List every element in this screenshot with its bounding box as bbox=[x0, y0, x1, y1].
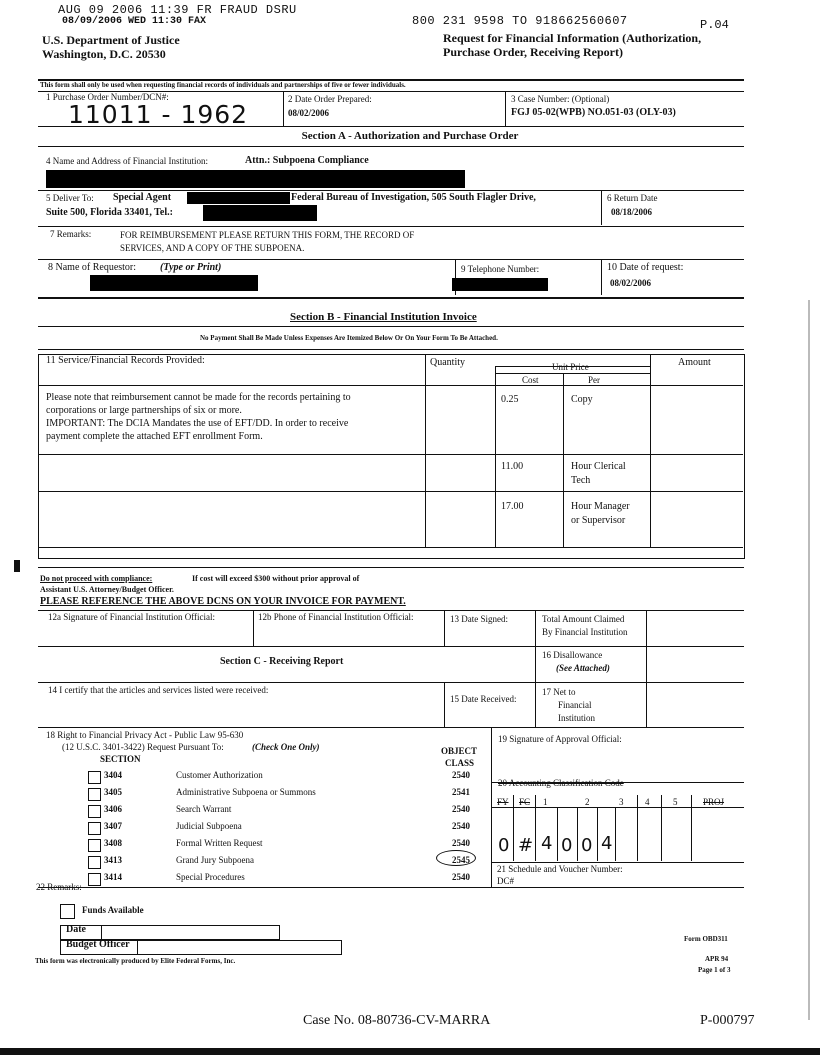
divider bbox=[597, 807, 598, 861]
privacy-code: 3414 bbox=[104, 872, 122, 882]
rule bbox=[38, 126, 744, 127]
agency-address: Washington, D.C. 20530 bbox=[42, 47, 166, 61]
field-19: 19 Signature of Approval Official: bbox=[498, 734, 622, 744]
redaction-agent-name bbox=[187, 192, 290, 204]
privacy-code: 3404 bbox=[104, 770, 122, 780]
divider bbox=[557, 807, 558, 861]
total-claimed-1: Total Amount Claimed bbox=[542, 614, 625, 624]
divider bbox=[495, 366, 496, 547]
handwritten-circle bbox=[436, 850, 476, 866]
budget-officer-label: Budget Officer bbox=[66, 939, 130, 950]
agency-name: U.S. Department of Justice bbox=[42, 33, 180, 47]
fax-page-number: P.04 bbox=[700, 18, 729, 32]
row2-cost: 11.00 bbox=[501, 461, 524, 472]
form-page: Page 1 of 3 bbox=[698, 966, 731, 974]
acct-col-3: 3 bbox=[619, 797, 624, 807]
scan-mark bbox=[14, 560, 20, 572]
acct-col-proj: PROJ bbox=[703, 797, 725, 807]
row3-per2: or Supervisor bbox=[571, 515, 626, 526]
redaction-institution-address bbox=[46, 170, 465, 188]
acct-hand-5: 0 bbox=[581, 835, 593, 856]
privacy-class: 2540 bbox=[452, 821, 470, 831]
checkbox-3407[interactable] bbox=[88, 822, 101, 835]
warning-line1: If cost will exceed $300 without prior approval of bbox=[192, 574, 360, 583]
row3-cost: 17.00 bbox=[501, 501, 524, 512]
checkbox-3408[interactable] bbox=[88, 839, 101, 852]
acct-hand-6: 4 bbox=[601, 833, 613, 854]
section-a-title: Section A - Authorization and Purchase Order bbox=[301, 130, 519, 142]
field-7-label: 7 Remarks: bbox=[50, 229, 92, 239]
form-title-line2: Purchase Order, Receiving Report) bbox=[443, 45, 623, 59]
privacy-desc: Search Warrant bbox=[176, 804, 232, 814]
acct-col-2: 2 bbox=[585, 797, 590, 807]
field-10-value: 08/02/2006 bbox=[610, 278, 652, 288]
divider bbox=[283, 92, 284, 126]
field-17-3: Institution bbox=[558, 713, 596, 723]
field-3-value: FGJ 05-02(WPB) NO.051-03 (OLY-03) bbox=[511, 107, 676, 118]
fax-header-line1: AUG 09 2006 11:39 FR FRAUD DSRU bbox=[58, 3, 297, 17]
fax-header-numbers: 800 231 9598 TO 918662560607 bbox=[412, 14, 628, 28]
field-1-label: 1 Purchase Order Number/DCN#: bbox=[46, 92, 169, 102]
warning-title: Do not proceed with compliance: bbox=[40, 574, 153, 583]
divider bbox=[535, 795, 536, 861]
note-line2: corporations or large partnerships of six or more. bbox=[46, 405, 242, 416]
col-quantity: Quantity bbox=[430, 357, 465, 368]
col-amount: Amount bbox=[678, 357, 711, 368]
divider bbox=[577, 807, 578, 861]
fax-header-line2: 08/09/2006 WED 11:30 FAX bbox=[62, 16, 207, 27]
rule bbox=[38, 727, 744, 728]
privacy-code: 3407 bbox=[104, 821, 122, 831]
privacy-desc: Customer Authorization bbox=[176, 770, 263, 780]
divider bbox=[601, 190, 602, 225]
note-line1: Please note that reimbursement cannot be made for the records pertaining to bbox=[46, 392, 351, 403]
acct-hand-1: 0 bbox=[498, 835, 510, 856]
field-4-label: 4 Name and Address of Financial Institution: bbox=[46, 156, 208, 166]
privacy-desc: Grand Jury Subpoena bbox=[176, 855, 254, 865]
divider bbox=[637, 795, 638, 861]
privacy-desc: Special Procedures bbox=[176, 872, 245, 882]
divider bbox=[650, 354, 651, 547]
acct-col-1: 1 bbox=[543, 797, 548, 807]
privacy-class: 2540 bbox=[452, 838, 470, 848]
privacy-class: 2540 bbox=[452, 872, 470, 882]
rule bbox=[491, 862, 744, 863]
col-unit-price: Unit Price bbox=[552, 362, 589, 372]
checkbox-3406[interactable] bbox=[88, 805, 101, 818]
field-2-value: 08/02/2006 bbox=[288, 108, 330, 118]
rule bbox=[38, 146, 744, 147]
rule bbox=[38, 259, 744, 260]
rule bbox=[38, 547, 743, 548]
field-8-label: 8 Name of Requestor: bbox=[48, 262, 137, 273]
section-b-title: Section B - Financial Institution Invoice bbox=[290, 311, 477, 323]
checkbox-3413[interactable] bbox=[88, 856, 101, 869]
divider bbox=[425, 354, 426, 547]
divider bbox=[535, 610, 536, 648]
privacy-class: 2540 bbox=[452, 804, 470, 814]
field-5-address: Federal Bureau of Investigation, 505 South Flagler Drive, bbox=[291, 192, 536, 203]
redaction-telephone bbox=[452, 278, 548, 291]
acct-hand-4: 0 bbox=[561, 835, 573, 856]
privacy-code: 3405 bbox=[104, 787, 122, 797]
rule bbox=[495, 366, 650, 367]
rule bbox=[38, 297, 744, 299]
field-5-label: 5 Deliver To: bbox=[46, 193, 94, 203]
privacy-object-hdr1: OBJECT bbox=[441, 746, 478, 756]
date-field[interactable] bbox=[60, 925, 280, 940]
row2-per: Hour Clerical bbox=[571, 461, 626, 472]
divider bbox=[615, 807, 616, 861]
rule bbox=[495, 373, 650, 374]
field-3-label: 3 Case Number: (Optional) bbox=[511, 94, 610, 104]
privacy-code: 3408 bbox=[104, 838, 122, 848]
field-21-2: DC# bbox=[497, 876, 515, 886]
bates-number: P-000797 bbox=[700, 1013, 755, 1028]
divider bbox=[444, 682, 445, 727]
privacy-desc: Administrative Subpoena or Summons bbox=[176, 787, 316, 797]
acct-col-4: 4 bbox=[645, 797, 650, 807]
rule bbox=[38, 454, 743, 455]
accounting-grid bbox=[491, 795, 744, 863]
privacy-code: 3406 bbox=[104, 804, 122, 814]
field-4-value: Attn.: Subpoena Compliance bbox=[245, 155, 369, 166]
privacy-desc: Formal Written Request bbox=[176, 838, 263, 848]
funds-available-label: Funds Available bbox=[82, 905, 144, 915]
field-10-label: 10 Date of request: bbox=[607, 262, 684, 273]
privacy-object-hdr2: CLASS bbox=[445, 758, 475, 768]
fax-bottom-edge bbox=[0, 1048, 820, 1055]
rule bbox=[38, 491, 743, 492]
field-6-label: 6 Return Date bbox=[607, 193, 658, 203]
divider bbox=[253, 610, 254, 646]
privacy-line2a: (12 U.S.C. 3401-3422) Request Pursuant To: bbox=[62, 742, 224, 752]
divider bbox=[101, 925, 102, 940]
rule bbox=[491, 807, 744, 808]
privacy-line2b: (Check One Only) bbox=[252, 742, 320, 752]
field-15: 15 Date Received: bbox=[450, 694, 517, 704]
note-line4: payment complete the attached EFT enrollment Form. bbox=[46, 431, 263, 442]
field-17-1: 17 Net to bbox=[542, 687, 576, 697]
note-line3: IMPORTANT: The DCIA Mandates the use of EFT/DD. In order to receive bbox=[46, 418, 349, 429]
field-13: 13 Date Signed: bbox=[450, 614, 508, 624]
field-12b: 12b Phone of Financial Institution Official: bbox=[258, 612, 414, 622]
field-12a: 12a Signature of Financial Institution Official: bbox=[48, 612, 216, 622]
field-2-label: 2 Date Order Prepared: bbox=[288, 94, 372, 104]
rule bbox=[38, 226, 744, 227]
checkbox-3405[interactable] bbox=[88, 788, 101, 801]
warning-line2: Assistant U.S. Attorney/Budget Officer. bbox=[40, 585, 174, 594]
divider bbox=[563, 373, 564, 547]
divider bbox=[505, 92, 506, 126]
warning-line3: PLEASE REFERENCE THE ABOVE DCNS ON YOUR INVOICE FOR PAYMENT. bbox=[40, 596, 406, 607]
field-14: 14 I certify that the articles and services listed were received: bbox=[48, 685, 269, 695]
acct-hand-3: 4 bbox=[541, 833, 553, 854]
field-16-1: 16 Disallowance bbox=[542, 650, 603, 660]
divider bbox=[137, 940, 138, 955]
row1-cost: 0.25 bbox=[501, 394, 519, 405]
acct-col-fy: FY bbox=[497, 797, 509, 807]
rule bbox=[38, 646, 744, 647]
field-7-line1: FOR REIMBURSEMENT PLEASE RETURN THIS FORM, THE RECORD OF bbox=[120, 230, 415, 240]
field-22: 22 Remarks: bbox=[36, 882, 82, 892]
acct-hand-2: # bbox=[518, 835, 534, 856]
field-5-agent: Special Agent bbox=[113, 192, 172, 203]
divider bbox=[444, 610, 445, 646]
checkbox-funds-available[interactable] bbox=[60, 904, 75, 919]
redaction-requestor bbox=[90, 275, 258, 291]
rule bbox=[38, 682, 744, 683]
privacy-code: 3413 bbox=[104, 855, 122, 865]
rule bbox=[38, 385, 743, 386]
rule bbox=[38, 190, 744, 191]
field-21-1: 21 Schedule and Voucher Number: bbox=[497, 864, 623, 874]
row2-per2: Tech bbox=[571, 475, 591, 486]
rule bbox=[38, 349, 744, 350]
field-8-hint: (Type or Print) bbox=[160, 262, 222, 273]
col-service: 11 Service/Financial Records Provided: bbox=[46, 355, 205, 366]
divider bbox=[691, 795, 692, 861]
privacy-line1: 18 Right to Financial Privacy Act - Public Law 95-630 bbox=[46, 730, 244, 740]
redaction-agent-phone bbox=[203, 205, 317, 221]
row3-per: Hour Manager bbox=[571, 501, 630, 512]
usage-notice: This form shall only be used when requesting financial records of individuals and partnerships of five or fewer individuals. bbox=[40, 81, 406, 89]
privacy-desc: Judicial Subpoena bbox=[176, 821, 242, 831]
field-6-value: 08/18/2006 bbox=[611, 207, 653, 217]
privacy-section-hdr: SECTION bbox=[100, 754, 141, 764]
rule bbox=[38, 887, 744, 888]
acct-col-5: 5 bbox=[673, 797, 678, 807]
form-title-line1: Request for Financial Information (Authorization, bbox=[443, 31, 702, 45]
row1-per: Copy bbox=[571, 394, 593, 405]
field-20: 20 Accounting Classification Code bbox=[498, 778, 624, 788]
case-number: Case No. 08-80736-CV-MARRA bbox=[303, 1013, 491, 1028]
privacy-class: 2545 bbox=[452, 855, 470, 865]
rule bbox=[38, 610, 744, 611]
field-16-2: (See Attached) bbox=[556, 663, 610, 673]
field-1-value: 11011 - 1962 bbox=[68, 100, 249, 129]
privacy-class: 2541 bbox=[452, 787, 470, 797]
section-c-title: Section C - Receiving Report bbox=[220, 656, 344, 667]
checkbox-3404[interactable] bbox=[88, 771, 101, 784]
col-per: Per bbox=[588, 375, 600, 385]
total-claimed-2: By Financial Institution bbox=[542, 627, 628, 637]
form-number: Form OBD311 bbox=[684, 935, 728, 943]
privacy-class: 2540 bbox=[452, 770, 470, 780]
scan-edge bbox=[808, 300, 810, 1020]
divider bbox=[646, 682, 647, 727]
divider bbox=[535, 682, 536, 727]
field-17-2: Financial bbox=[558, 700, 592, 710]
field-9-label: 9 Telephone Number: bbox=[461, 264, 540, 274]
date-label: Date bbox=[66, 924, 86, 935]
col-cost: Cost bbox=[522, 375, 539, 385]
divider bbox=[535, 646, 536, 682]
divider bbox=[661, 795, 662, 861]
field-7-line2: SERVICES, AND A COPY OF THE SUBPOENA. bbox=[120, 243, 305, 253]
rule bbox=[38, 326, 744, 327]
acct-col-fc: FC bbox=[519, 797, 531, 807]
form-date: APR 94 bbox=[705, 955, 729, 963]
divider bbox=[601, 259, 602, 295]
payment-notice: No Payment Shall Be Made Unless Expenses Are Itemized Below Or On Your Form To Be Attached. bbox=[200, 334, 498, 342]
divider bbox=[513, 795, 514, 861]
rule bbox=[38, 567, 744, 568]
checkbox-3414[interactable] bbox=[88, 873, 101, 886]
field-5-suite: Suite 500, Florida 33401, Tel.: bbox=[46, 207, 173, 218]
produced-by: This form was electronically produced by Elite Federal Forms, Inc. bbox=[35, 957, 236, 965]
